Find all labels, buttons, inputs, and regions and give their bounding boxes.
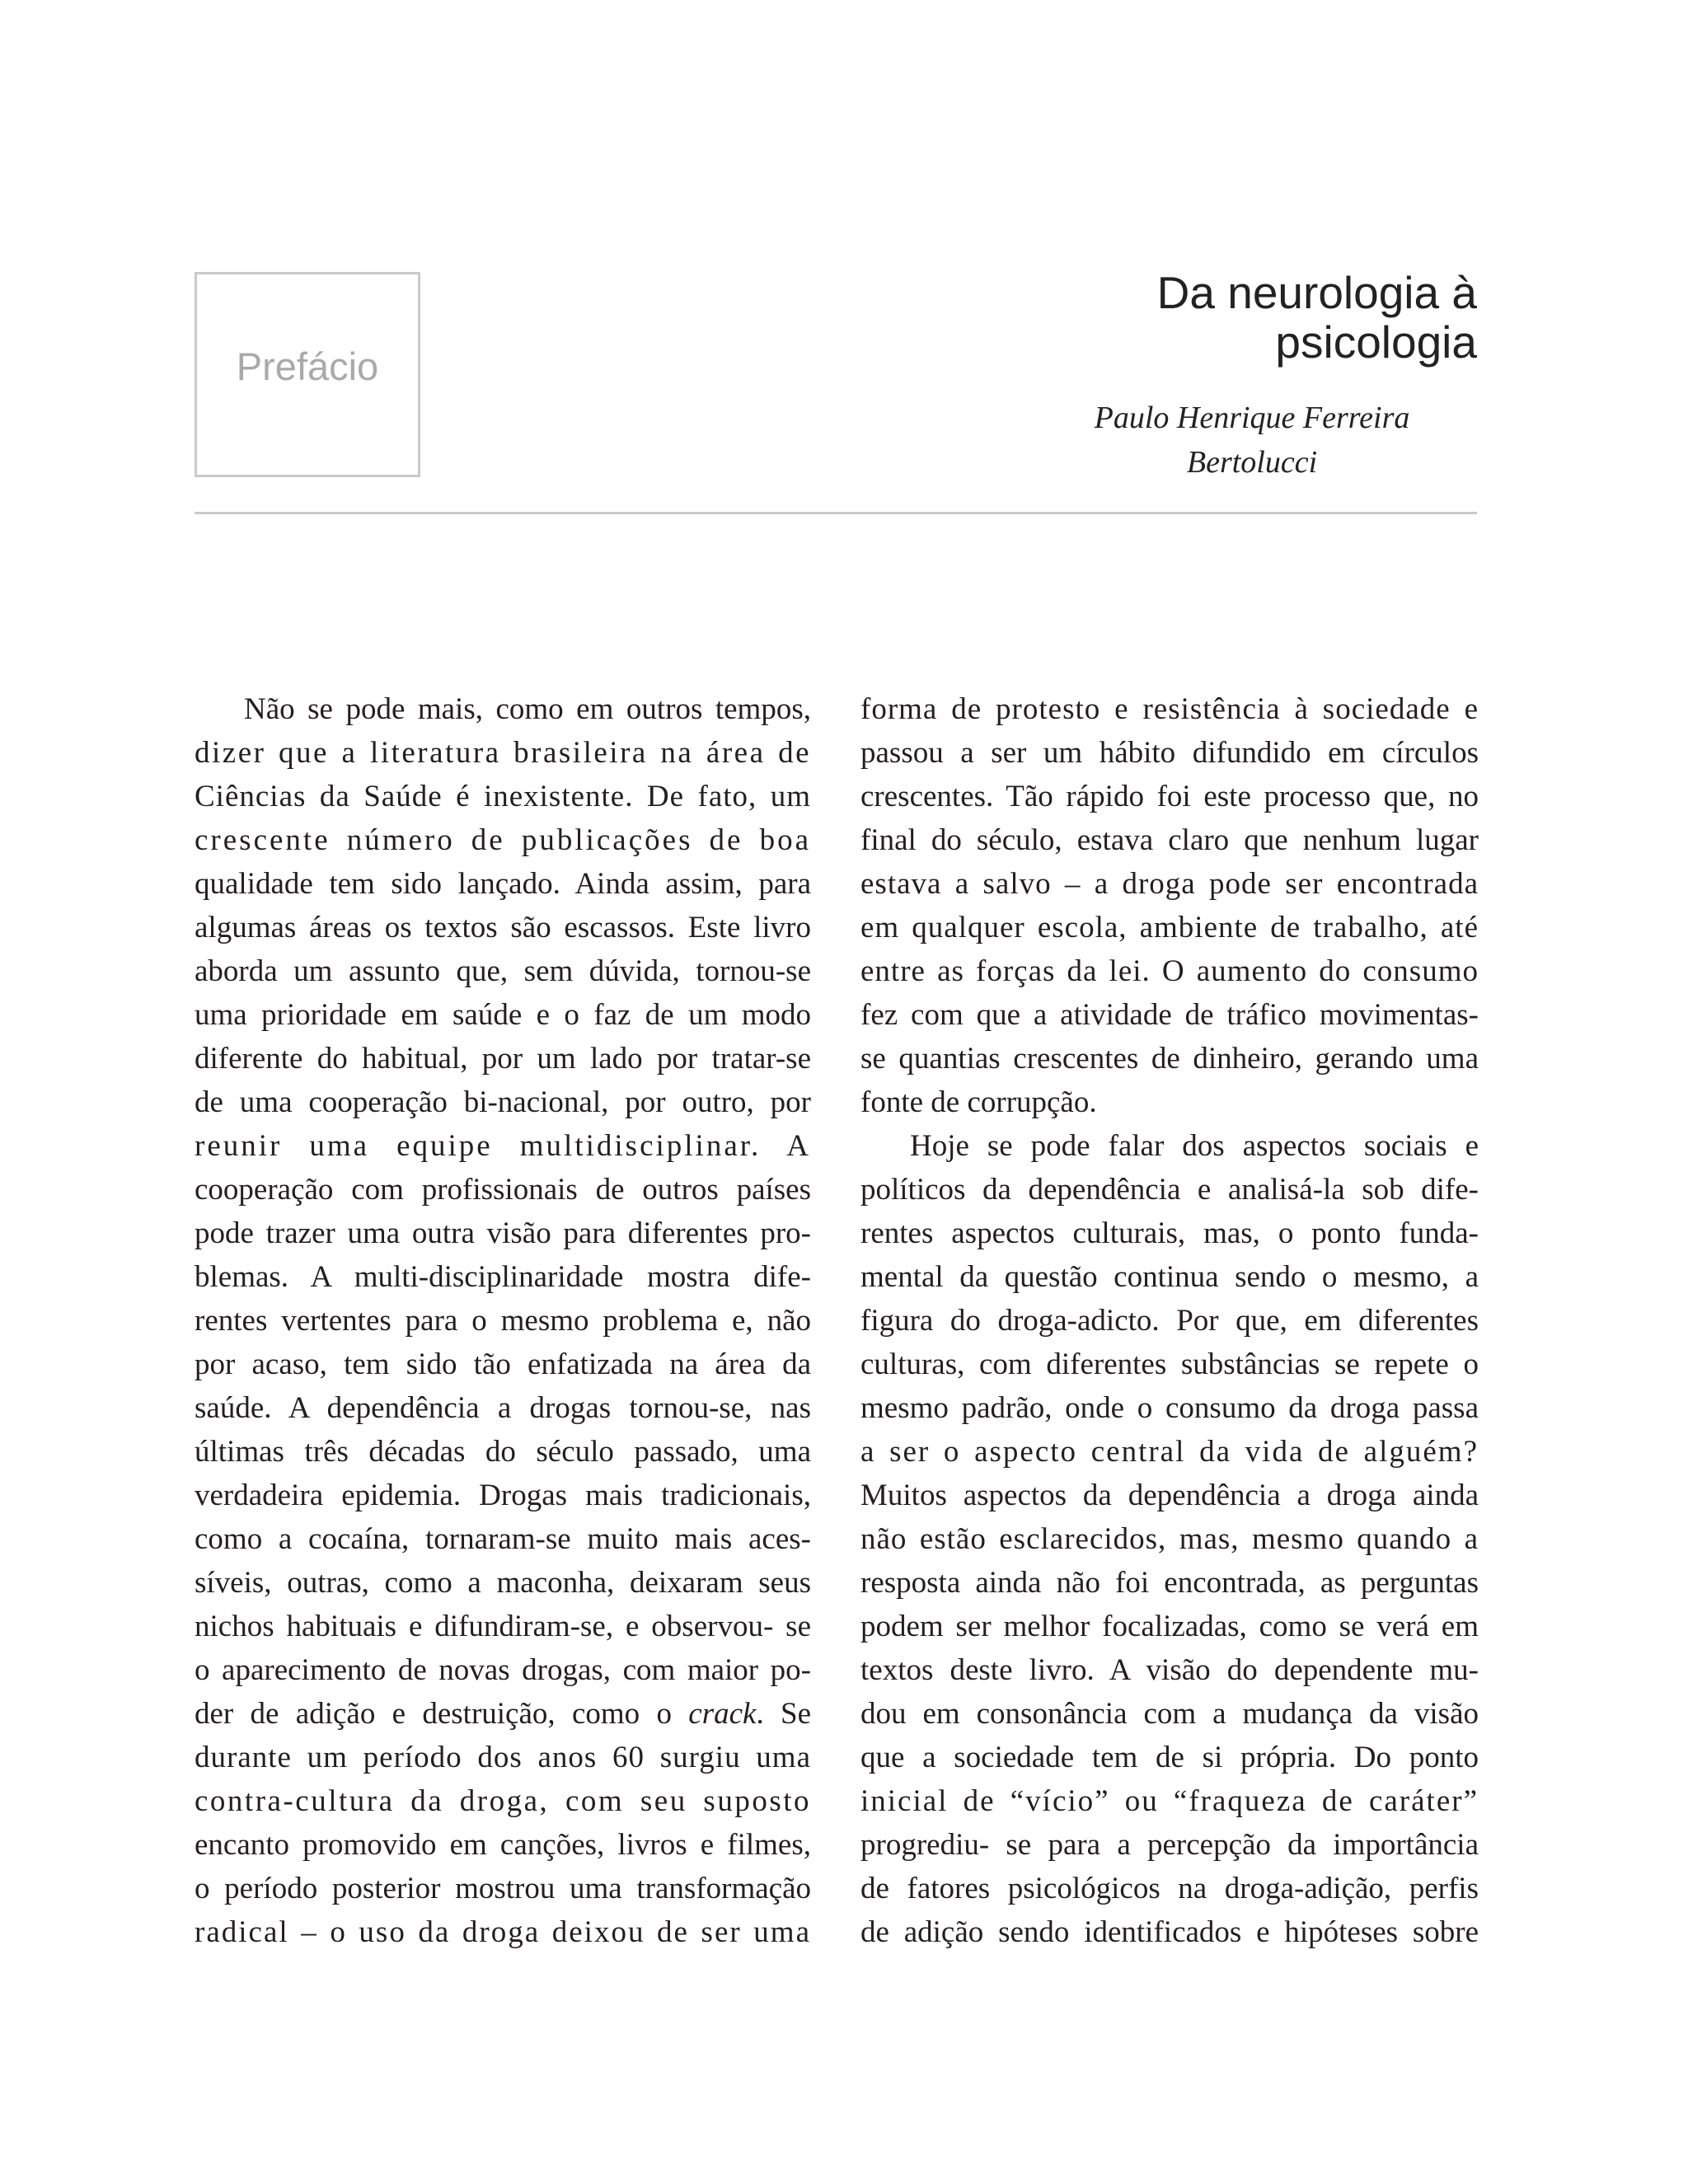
text-line: contra-cultura da droga, com seu suposto <box>195 1784 811 1818</box>
text-line: figura do droga-adicto. Por que, em diferentes <box>860 1304 1479 1338</box>
text-line: o aparecimento de novas drogas, com maior po- <box>195 1653 811 1687</box>
text-column-right <box>860 687 1479 1954</box>
header-divider <box>195 512 1477 514</box>
text-line: pode trazer uma outra visão para diferentes pro- <box>195 1216 811 1250</box>
text-line: mental da questão continua sendo o mesmo, a <box>860 1260 1479 1294</box>
italic-term: crack <box>688 1697 757 1731</box>
text-line: Muitos aspectos da dependência a droga ainda <box>860 1479 1479 1512</box>
text-line: como a cocaína, tornaram-se muito mais aces- <box>195 1522 811 1556</box>
text-line: culturas, com diferentes substâncias se repete o <box>860 1347 1479 1381</box>
text-line: textos deste livro. A visão do dependente mu- <box>860 1653 1479 1687</box>
text-line: verdadeira epidemia. Drogas mais tradicionais, <box>195 1479 811 1512</box>
text-line: síveis, outras, como a maconha, deixaram seus <box>195 1566 811 1600</box>
text-line: crescentes. Tão rápido foi este processo que, no <box>860 780 1479 813</box>
text-line: radical – o uso da droga deixou de ser uma <box>195 1915 811 1949</box>
text-line: uma prioridade em saúde e o faz de um modo <box>195 998 811 1032</box>
text-line: mesmo padrão, onde o consumo da droga passa <box>860 1391 1479 1425</box>
text-line: final do século, estava claro que nenhum lugar <box>860 823 1479 857</box>
text-line: de fatores psicológicos na droga-adição, perfis <box>860 1872 1479 1905</box>
text-line: passou a ser um hábito difundido em círculos <box>860 736 1479 770</box>
text-line: forma de protesto e resistência à sociedade e <box>860 692 1479 726</box>
text-line: encanto promovido em canções, livros e filmes, <box>195 1828 811 1862</box>
text-line: em qualquer escola, ambiente de trabalho, até <box>860 911 1479 944</box>
chapter-title-line: Da neurologia à <box>1156 267 1477 318</box>
text-line: progrediu- se para a percepção da importância <box>860 1828 1479 1862</box>
text-line: resposta ainda não foi encontrada, as perguntas <box>860 1566 1479 1600</box>
text-line <box>195 1692 811 1736</box>
text-line: não estão esclarecidos, mas, mesmo quando a <box>860 1522 1479 1556</box>
text-column-left <box>195 687 811 1954</box>
text-line: políticos da dependência e analisá-la sob dife- <box>860 1173 1479 1207</box>
text-line: rentes aspectos culturais, mas, o ponto funda- <box>860 1216 1479 1250</box>
text-line: algumas áreas os textos são escassos. Este livro <box>195 911 811 944</box>
text-segment: . Se <box>756 1697 811 1731</box>
text-line: fez com que a atividade de tráfico movimentas- <box>860 998 1479 1032</box>
text-line: se quantias crescentes de dinheiro, gerando uma <box>860 1042 1479 1076</box>
section-label: Prefácio <box>236 344 379 388</box>
text-line: de adição sendo identificados e hipóteses sobre <box>860 1915 1479 1949</box>
text-line: nichos habituais e difundiram-se, e observou- se <box>195 1610 811 1643</box>
text-line: de uma cooperação bi-nacional, por outro, por <box>195 1085 811 1119</box>
chapter-title <box>1157 268 1477 367</box>
text-line: qualidade tem sido lançado. Ainda assim, para <box>195 867 811 901</box>
text-line: dizer que a literatura brasileira na área de <box>195 736 811 770</box>
text-line: cooperação com profissionais de outros países <box>195 1173 811 1207</box>
text-line: a ser o aspecto central da vida de alguém? <box>860 1435 1479 1469</box>
text-segment: der de adição e destruição, como o <box>195 1697 689 1731</box>
text-line: dou em consonância com a mudança da visão <box>860 1697 1479 1731</box>
author-name-line: Paulo Henrique Ferreira <box>1094 401 1410 435</box>
text-line: diferente do habitual, por um lado por tratar-se <box>195 1042 811 1076</box>
author-name-line: Bertolucci <box>1186 445 1318 480</box>
text-line: por acaso, tem sido tão enfatizada na área da <box>195 1347 811 1381</box>
text-line: estava a salvo – a droga pode ser encontrada <box>860 867 1479 901</box>
text-line: crescente número de publicações de boa <box>195 823 811 857</box>
text-line: reunir uma equipe multidisciplinar. A <box>195 1129 811 1163</box>
text-line: fonte de corrupção. <box>860 1085 1097 1119</box>
text-line: saúde. A dependência a drogas tornou-se, nas <box>195 1391 811 1425</box>
text-line: blemas. A multi-disciplinaridade mostra dife- <box>195 1260 811 1294</box>
text-line: entre as forças da lei. O aumento do consumo <box>860 954 1479 988</box>
chapter-title-line: psicologia <box>1275 316 1477 368</box>
text-line: inicial de “vício” ou “fraqueza de caráter” <box>860 1784 1479 1818</box>
text-line: Não se pode mais, como em outros tempos, <box>244 692 811 726</box>
text-line: últimas três décadas do século passado, uma <box>195 1435 811 1469</box>
text-line: durante um período dos anos 60 surgiu uma <box>195 1741 811 1774</box>
text-line: rentes vertentes para o mesmo problema e, não <box>195 1304 811 1338</box>
text-line: podem ser melhor focalizadas, como se verá em <box>860 1610 1479 1643</box>
text-line: Ciências da Saúde é inexistente. De fato, um <box>195 780 811 813</box>
text-line: aborda um assunto que, sem dúvida, tornou-se <box>195 954 811 988</box>
text-line: o período posterior mostrou uma transformação <box>195 1872 811 1905</box>
text-line: Hoje se pode falar dos aspectos sociais e <box>910 1129 1479 1163</box>
section-label-box <box>195 272 420 477</box>
text-line: que a sociedade tem de si própria. Do ponto <box>860 1741 1479 1774</box>
author-name <box>1005 396 1499 485</box>
